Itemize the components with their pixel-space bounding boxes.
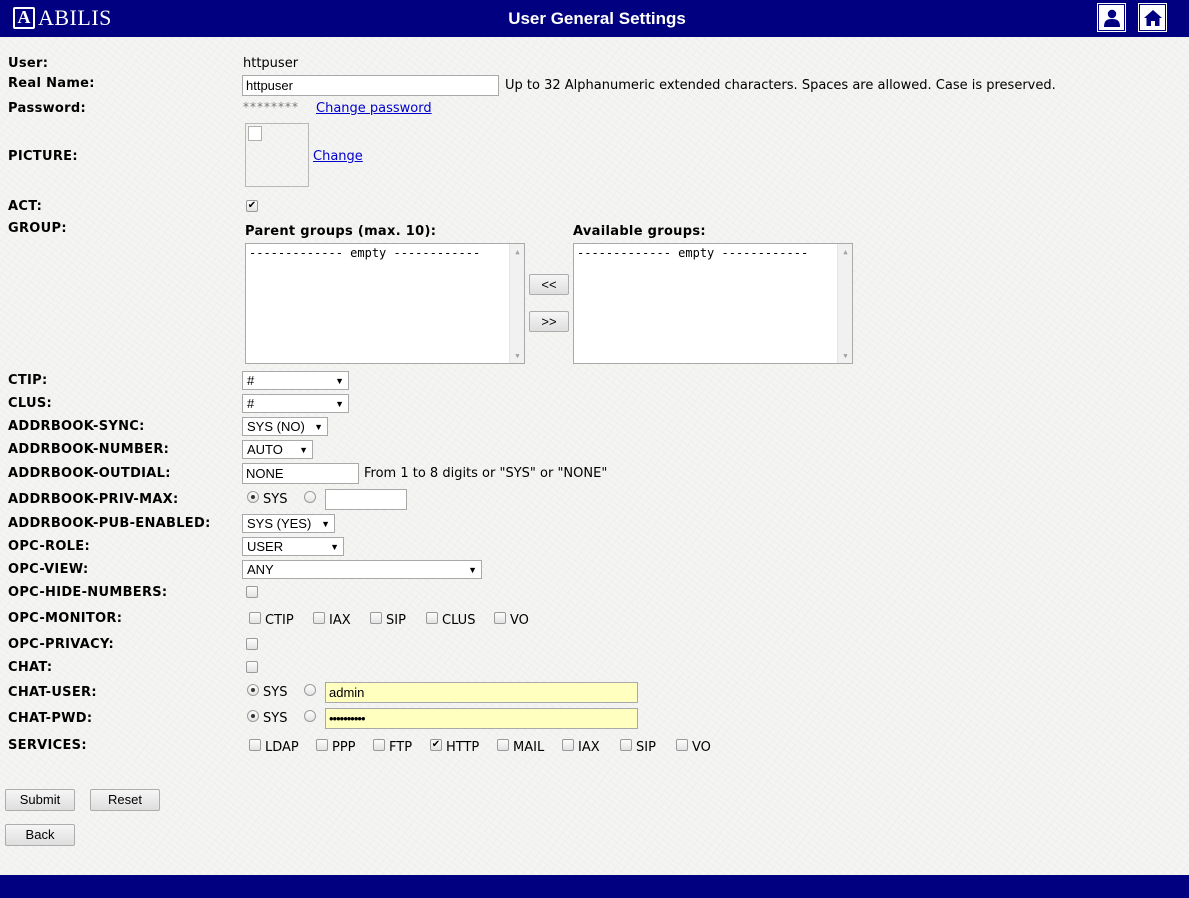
user-icon: [1102, 8, 1122, 28]
opc-role-value: USER: [247, 539, 284, 554]
opc-monitor-sip-label: SIP: [386, 613, 406, 628]
service-ldap-label: LDAP: [265, 740, 299, 755]
service-http-label: HTTP: [446, 740, 480, 755]
chat-user-sys-radio[interactable]: [247, 684, 259, 696]
addrbook-outdial-label: ADDRBOOK-OUTDIAL:: [8, 466, 171, 481]
scroll-down-icon[interactable]: ▼: [515, 352, 520, 360]
addrbook-pub-enabled-label: ADDRBOOK-PUB-ENABLED:: [8, 516, 211, 531]
service-sip-checkbox[interactable]: [620, 739, 632, 751]
real-name-input[interactable]: httpuser: [242, 75, 499, 96]
scrollbar[interactable]: [837, 244, 852, 363]
opc-hide-numbers-checkbox[interactable]: [246, 586, 258, 598]
addrbook-number-value: AUTO: [247, 442, 283, 457]
chevron-down-icon: ▼: [299, 445, 308, 455]
home-button[interactable]: [1139, 4, 1166, 31]
service-iax-checkbox[interactable]: [562, 739, 574, 751]
addrbook-number-label: ADDRBOOK-NUMBER:: [8, 442, 170, 457]
service-iax-label: IAX: [578, 740, 600, 755]
opc-monitor-label: OPC-MONITOR:: [8, 611, 123, 626]
service-sip-label: SIP: [636, 740, 656, 755]
available-groups-list[interactable]: [573, 243, 853, 364]
opc-monitor-ctip-checkbox[interactable]: [249, 612, 261, 624]
opc-view-select[interactable]: [242, 560, 482, 579]
chat-pwd-custom-radio[interactable]: [304, 710, 316, 722]
chat-checkbox[interactable]: [246, 661, 258, 673]
opc-monitor-vo-checkbox[interactable]: [494, 612, 506, 624]
list-item[interactable]: ------------- empty ------------: [577, 246, 809, 260]
reset-button[interactable]: Reset: [90, 789, 160, 811]
chevron-down-icon: ▼: [321, 519, 330, 529]
chevron-down-icon: ▼: [314, 422, 323, 432]
addrbook-priv-max-sys-label: SYS: [263, 492, 288, 507]
home-icon: [1143, 8, 1163, 28]
service-ftp-checkbox[interactable]: [373, 739, 385, 751]
addrbook-outdial-hint: From 1 to 8 digits or "SYS" or "NONE": [364, 466, 608, 481]
scroll-up-icon[interactable]: ▲: [515, 248, 520, 256]
addrbook-priv-max-label: ADDRBOOK-PRIV-MAX:: [8, 492, 179, 507]
change-password-link[interactable]: Change password: [316, 101, 432, 116]
addrbook-pub-enabled-select[interactable]: [242, 514, 335, 533]
chevron-down-icon: ▼: [468, 565, 477, 575]
change-picture-link[interactable]: Change: [313, 149, 363, 164]
chevron-down-icon: ▼: [335, 399, 344, 409]
act-checkbox[interactable]: ✔: [247, 200, 257, 211]
addrbook-priv-max-sys-radio[interactable]: [247, 491, 259, 503]
list-item[interactable]: ------------- empty ------------: [249, 246, 481, 260]
service-ppp-label: PPP: [332, 740, 356, 755]
addrbook-sync-label: ADDRBOOK-SYNC:: [8, 419, 145, 434]
ctip-select[interactable]: [242, 371, 349, 390]
ctip-value: #: [247, 373, 255, 388]
user-profile-button[interactable]: [1098, 4, 1125, 31]
opc-monitor-clus-label: CLUS: [442, 613, 476, 628]
user-label: User:: [8, 56, 49, 71]
available-groups-title: Available groups:: [573, 224, 706, 239]
chat-pwd-input[interactable]: ••••••••••: [325, 708, 638, 729]
addrbook-priv-max-input[interactable]: [325, 489, 407, 510]
remove-from-parent-button[interactable]: >>: [529, 311, 569, 332]
opc-privacy-checkbox[interactable]: [246, 638, 258, 650]
parent-groups-list[interactable]: [245, 243, 525, 364]
scroll-down-icon[interactable]: ▼: [843, 352, 848, 360]
opc-monitor-iax-label: IAX: [329, 613, 351, 628]
chat-pwd-sys-radio[interactable]: [247, 710, 259, 722]
clus-select[interactable]: [242, 394, 349, 413]
addrbook-sync-select[interactable]: [242, 417, 328, 436]
addrbook-number-select[interactable]: [242, 440, 313, 459]
service-vo-label: VO: [692, 740, 711, 755]
logo-text: ABILIS: [38, 4, 112, 30]
chat-user-custom-radio[interactable]: [304, 684, 316, 696]
user-picture: [245, 123, 309, 187]
scroll-up-icon[interactable]: ▲: [843, 248, 848, 256]
opc-monitor-iax-checkbox[interactable]: [313, 612, 325, 624]
chat-label: CHAT:: [8, 660, 53, 675]
parent-groups-title: Parent groups (max. 10):: [245, 224, 437, 239]
ctip-label: CTIP:: [8, 373, 48, 388]
header-bar: [0, 0, 1189, 37]
service-ppp-checkbox[interactable]: [316, 739, 328, 751]
picture-label: PICTURE:: [8, 149, 78, 164]
password-label: Password:: [8, 101, 86, 116]
group-label: GROUP:: [8, 221, 67, 236]
opc-privacy-label: OPC-PRIVACY:: [8, 637, 115, 652]
add-to-parent-button[interactable]: <<: [529, 274, 569, 295]
services-label: SERVICES:: [8, 738, 87, 753]
password-masked: ********: [243, 100, 299, 114]
chat-user-sys-label: SYS: [263, 685, 288, 700]
logo-mark: A: [13, 7, 35, 29]
act-label: ACT:: [8, 199, 43, 214]
service-vo-checkbox[interactable]: [676, 739, 688, 751]
addrbook-pub-enabled-value: SYS (YES): [247, 516, 312, 531]
opc-view-label: OPC-VIEW:: [8, 562, 89, 577]
scrollbar[interactable]: [509, 244, 524, 363]
opc-monitor-clus-checkbox[interactable]: [426, 612, 438, 624]
opc-monitor-sip-checkbox[interactable]: [370, 612, 382, 624]
chat-user-label: CHAT-USER:: [8, 685, 97, 700]
real-name-label: Real Name:: [8, 76, 95, 91]
broken-image-icon: [248, 126, 262, 141]
clus-label: CLUS:: [8, 396, 52, 411]
clus-value: #: [247, 396, 255, 411]
page-title: User General Settings: [508, 9, 686, 28]
opc-monitor-vo-label: VO: [510, 613, 529, 628]
opc-role-label: OPC-ROLE:: [8, 539, 90, 554]
service-mail-label: MAIL: [513, 740, 545, 755]
service-http-checkbox[interactable]: ✔: [431, 739, 441, 750]
addrbook-priv-max-custom-radio[interactable]: [304, 491, 316, 503]
opc-monitor-ctip-label: CTIP: [265, 613, 294, 628]
submit-button[interactable]: Submit: [5, 789, 75, 811]
user-value: httpuser: [243, 56, 299, 71]
footer-bar: [0, 875, 1189, 898]
opc-role-select[interactable]: [242, 537, 344, 556]
chevron-down-icon: ▼: [330, 542, 339, 552]
addrbook-outdial-input[interactable]: NONE: [242, 463, 359, 484]
service-mail-checkbox[interactable]: [497, 739, 509, 751]
real-name-hint: Up to 32 Alphanumeric extended characters. Spaces are allowed. Case is preserved.: [505, 78, 1056, 93]
chevron-down-icon: ▼: [335, 376, 344, 386]
opc-hide-numbers-label: OPC-HIDE-NUMBERS:: [8, 585, 168, 600]
chat-pwd-sys-label: SYS: [263, 711, 288, 726]
chat-pwd-label: CHAT-PWD:: [8, 711, 93, 726]
service-ldap-checkbox[interactable]: [249, 739, 261, 751]
chat-user-input[interactable]: admin: [325, 682, 638, 703]
addrbook-sync-value: SYS (NO): [247, 419, 305, 434]
service-ftp-label: FTP: [389, 740, 413, 755]
back-button[interactable]: Back: [5, 824, 75, 846]
opc-view-value: ANY: [247, 562, 274, 577]
